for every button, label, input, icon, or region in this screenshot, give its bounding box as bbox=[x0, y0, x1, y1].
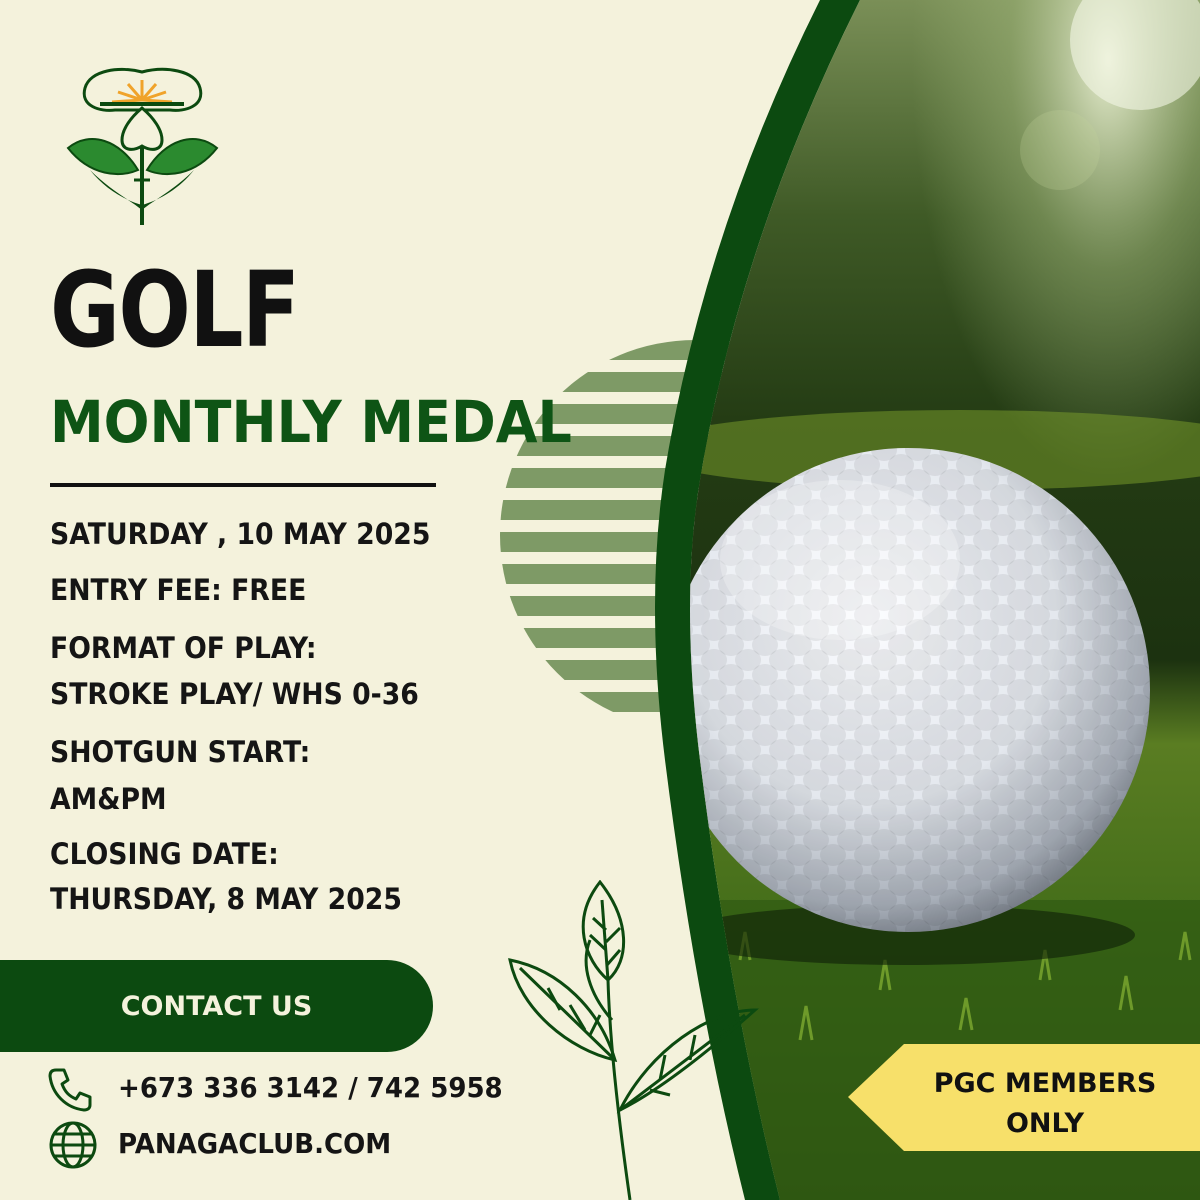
website-link[interactable]: PANAGACLUB.COM bbox=[118, 1127, 392, 1160]
closing-value: THURSDAY, 8 MAY 2025 bbox=[50, 882, 402, 916]
entry-fee: ENTRY FEE: FREE bbox=[50, 573, 307, 607]
leaf-decoration bbox=[490, 880, 780, 1200]
members-line-1: PGC MEMBERS bbox=[933, 1068, 1157, 1099]
members-line-2: ONLY bbox=[1005, 1108, 1085, 1139]
format-value: STROKE PLAY/ WHS 0-36 bbox=[50, 677, 419, 711]
contact-us-button[interactable] bbox=[0, 960, 433, 1052]
title-divider bbox=[50, 483, 436, 487]
globe-icon bbox=[48, 1120, 98, 1170]
phone-number[interactable]: +673 336 3142 / 742 5958 bbox=[118, 1071, 503, 1104]
title-golf: GOLF bbox=[50, 249, 299, 371]
members-only-text bbox=[920, 1064, 1170, 1144]
format-label: FORMAT OF PLAY: bbox=[50, 631, 317, 665]
title-monthly-medal: MONTHLY MEDAL bbox=[50, 388, 572, 456]
shotgun-label: SHOTGUN START: bbox=[50, 735, 311, 769]
shotgun-value: AM&PM bbox=[50, 782, 167, 816]
phone-icon bbox=[48, 1066, 94, 1112]
contact-us-label: CONTACT US bbox=[120, 990, 313, 1022]
club-logo bbox=[60, 60, 225, 230]
event-date: SATURDAY , 10 MAY 2025 bbox=[50, 517, 431, 551]
closing-label: CLOSING DATE: bbox=[50, 837, 279, 871]
